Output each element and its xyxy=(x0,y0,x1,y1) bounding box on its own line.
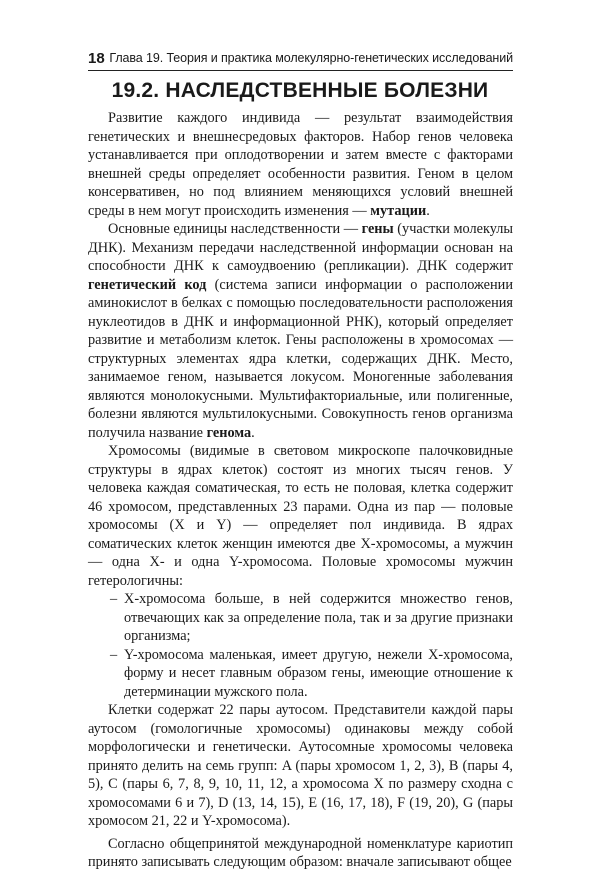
paragraph xyxy=(88,701,513,831)
list-item-text: X-хромосома больше, в ней содержится множество генов, отвечающих как за определение пола, так и за другие признаки организма; xyxy=(124,591,513,644)
running-head xyxy=(88,48,513,71)
chapter-title: Глава 19. Теория и практика молекулярно-генетических исследований xyxy=(109,51,513,65)
paragraph-text: Основные единицы наследственности — xyxy=(108,221,362,237)
paragraph xyxy=(88,109,513,220)
paragraph-text: Согласно общепринятой международной номенклатуре кариотип принято записывать следующим образом: вначале записывают общее xyxy=(88,835,513,870)
paragraph xyxy=(88,220,513,442)
list-item xyxy=(88,646,513,702)
paragraph-text: (участки молекулы ДНК). Механизм передачи наследственной информации основан на способности ДНК к самоудвоению (репликации). ДНК содержит xyxy=(88,221,514,274)
list-dash: – xyxy=(110,591,118,607)
punctuation: . xyxy=(426,202,430,219)
paragraph xyxy=(88,442,513,590)
punctuation: . xyxy=(251,424,255,441)
paragraph-text: Клетки содержат 22 пары аутосом. Представители каждой пары аутосом (гомологичные хромосомы) одинаковы между собой морфологически и генетически. Аутосомные хромосомы человека принято делить на семь групп: A (пары хромосом 1, 2, 3), B (пары 4, 5), C (пары 6, 7, 8, 9, 10, 11, 12, а хромосома X по размеру сходна с хромосомами 6 и 7), D (13, 14, 15), E (16, 17, 18), F (19, 20), G (пары хромосом 21, 22 и Y-хромосома). xyxy=(88,702,513,829)
term-genes: гены xyxy=(361,221,394,237)
paragraph-text: Развитие каждого индивида — результат взаимодействия генетических и внешнесредовых факторов. Набор генов человека устанавливается при оплодотворении и затем вместе с факторами внешней среды определяет особенности развития. Геном в целом консервативен, но под влиянием меняющихся условий внешней среды в нем могут происходить изменения — xyxy=(88,110,513,219)
chromosome-list xyxy=(88,590,513,701)
body-text xyxy=(88,109,513,872)
paragraph xyxy=(88,835,513,872)
list-item-text: Y-хромосома маленькая, имеет другую, нежели X-хромосома, форму и несет главным образом гены, имеющие отношение к детерминации мужского пола. xyxy=(124,646,513,700)
term-mutations: мутации xyxy=(370,202,427,219)
paragraph-text: (система записи информации о расположении аминокислот в белках с помощью последовательности расположения нуклеотидов в ДНК и информационной РНК), который определяет развитие и метаболизм клеток. Гены расположены в хромосомах — структурных элементах ядра клетки, содержащих ДНК. Место, занимаемое геном, называется локусом. Моногенные заболевания являются монолокусными. Мультифакториальные, или полигенные, болезни являются мультилокусными. Совокупность генов организма получила название xyxy=(88,276,513,441)
term-genome: генома xyxy=(206,424,252,441)
section-title: 19.2. НАСЛЕДСТВЕННЫЕ БОЛЕЗНИ xyxy=(111,79,489,102)
paragraph-text: Хромосомы (видимые в световом микроскопе палочковидные структуры в ядрах клеток) состоят из многих тысяч генов. У человека каждая соматическая, то есть не половая, клетка содержит 46 хромосом, представленных 23 парами. Одна из пар — половые хромосомы (X и Y) — определяет пол индивида. В ядрах соматических клеток женщин имеются две X-хромосомы, а мужчин — одна X- и одна Y-хромосома. Половые хромосомы мужчин гетерологичны: xyxy=(88,443,513,589)
list-item xyxy=(88,590,513,646)
list-dash: – xyxy=(110,646,118,663)
page-number: 18 xyxy=(88,50,105,67)
term-genetic-code: генетический код xyxy=(88,276,207,293)
